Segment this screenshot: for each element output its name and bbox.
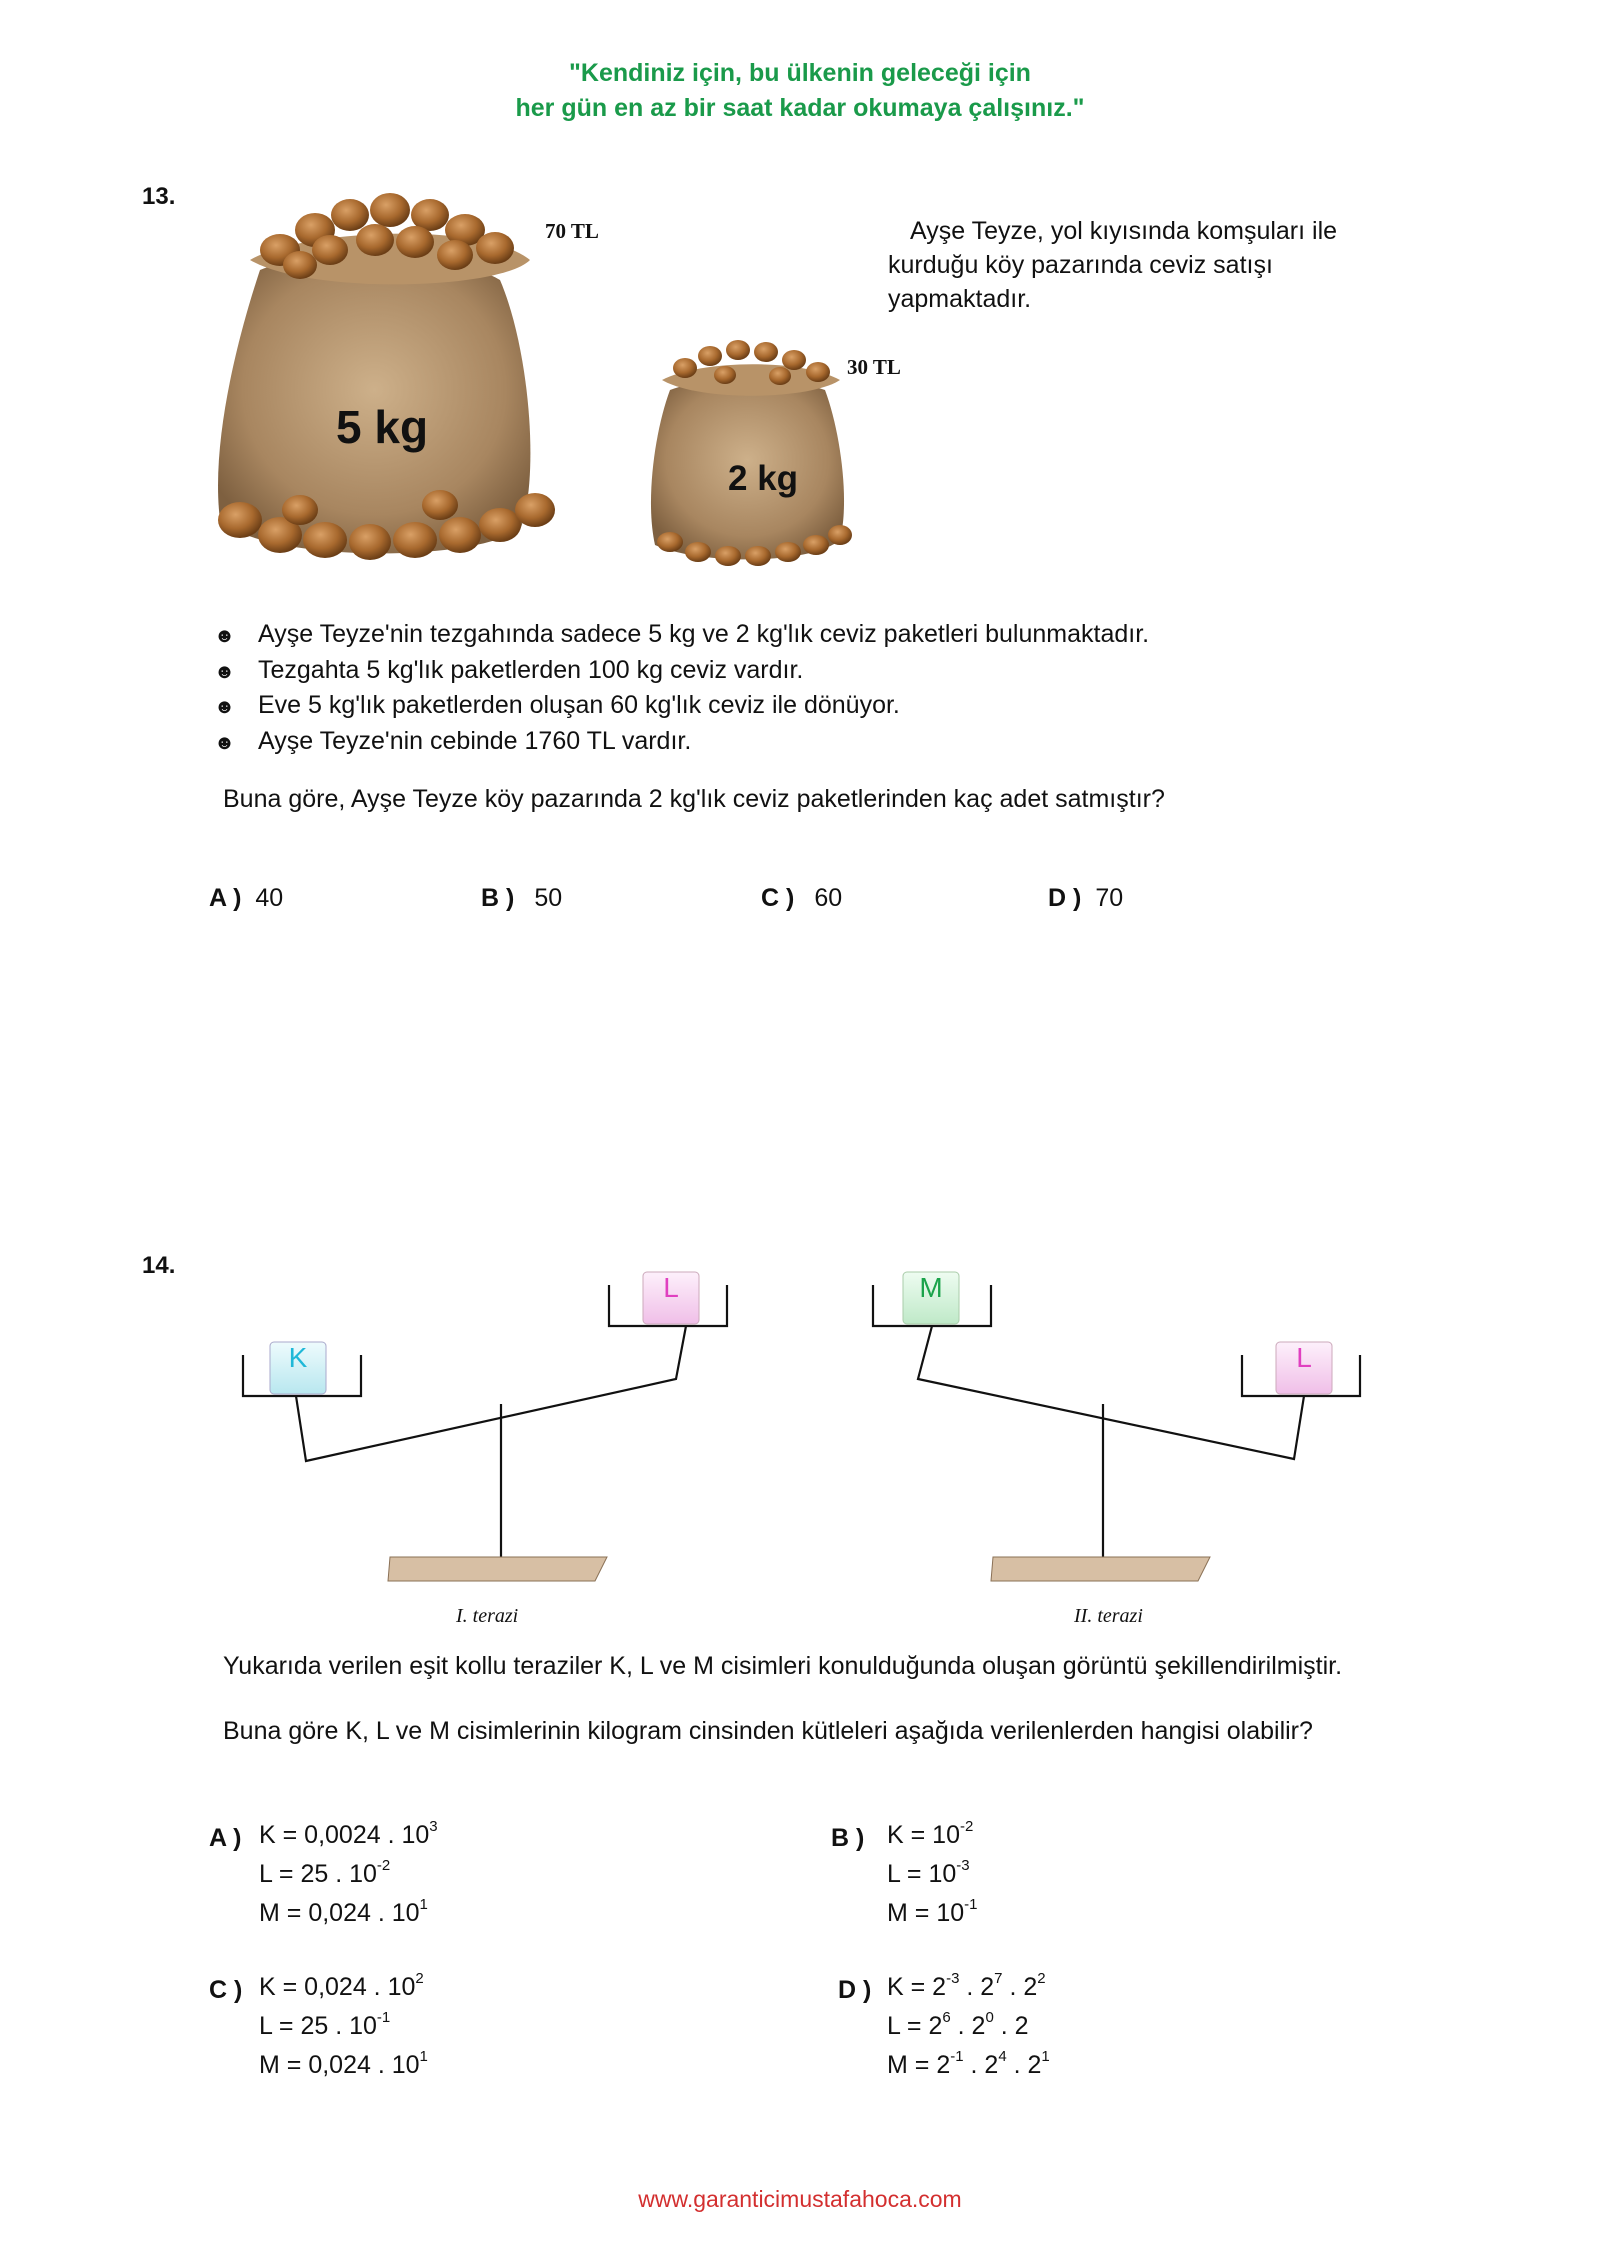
- scale-2-caption: II. terazi: [1074, 1605, 1143, 1627]
- large-bag-label: 5 kg: [336, 401, 429, 453]
- intro-line-3: yapmaktadır.: [888, 285, 1032, 313]
- option-b-l: $L = 10^{-3}$: [887, 1856, 970, 1888]
- smiley-bullet-icon: ☻: [214, 660, 236, 683]
- large-walnut-sack: [218, 193, 555, 560]
- motto-line-1: "Kendiniz için, bu ülkenin geleceği için: [569, 59, 1031, 87]
- scale-1-caption: I. terazi: [456, 1605, 519, 1627]
- box-m-label: M: [919, 1272, 943, 1303]
- list-item-text: Ayşe Teyze'nin cebinde 1760 TL vardır.: [258, 726, 692, 755]
- option-c[interactable]: [761, 884, 842, 913]
- intro-line-2: kurduğu köy pazarında ceviz satışı: [888, 251, 1273, 279]
- option-letter: D ): [1048, 884, 1082, 912]
- option-a-l: L = 25 . $10^{-2}$: [259, 1856, 391, 1888]
- option-a-m: M = 0,024 . $10^1$: [259, 1895, 428, 1927]
- option-c[interactable]: [259, 1968, 428, 2085]
- list-item-text: Tezgahta 5 kg'lık paketlerden 100 kg ceviz vardır.: [258, 655, 804, 684]
- option-b-m: $M = 10^{-1}$: [887, 1895, 978, 1927]
- option-d-l: $L = 2^6$ . $2^0$ . 2: [887, 2008, 1029, 2040]
- list-item: [214, 654, 1149, 690]
- option-value: 70: [1095, 884, 1124, 912]
- option-value: 50: [534, 884, 563, 912]
- intro-line-1: Ayşe Teyze, yol kıyısında komşuları ile: [910, 217, 1338, 245]
- option-letter: A ): [209, 884, 242, 912]
- scale-2: [873, 1285, 1360, 1560]
- bullet-list: [214, 618, 1149, 760]
- option-b-letter[interactable]: B ): [831, 1824, 865, 1852]
- option-value: 60: [814, 884, 843, 912]
- motto: [0, 56, 1600, 126]
- scale-1: [243, 1285, 727, 1560]
- option-d-letter[interactable]: D ): [838, 1976, 872, 2004]
- question-14-number: 14.: [142, 1252, 176, 1279]
- question-13-text: Buna göre, Ayşe Teyze köy pazarında 2 kg'lık ceviz paketlerinden kaç adet satmıştır?: [223, 785, 1165, 813]
- question-14-text-2: Buna göre K, L ve M cisimlerinin kilogram cinsinden kütleleri aşağıda verilenlerden hangisi olabilir?: [223, 1717, 1313, 1745]
- smiley-bullet-icon: ☻: [214, 731, 236, 754]
- question-14-text-1: Yukarıda verilen eşit kollu teraziler K, L ve M cisimleri konulduğunda oluşan görüntü şekillendirilmiştir.: [223, 1652, 1343, 1680]
- question-13-intro: [888, 214, 1408, 316]
- option-letter: B ): [481, 884, 515, 912]
- scale-2-base: [991, 1557, 1210, 1581]
- option-a-k: K = 0,0024 . $10^3$: [259, 1817, 438, 1849]
- list-item: [214, 618, 1149, 654]
- list-item-text: Eve 5 kg'lık paketlerden oluşan 60 kg'lık ceviz ile dönüyor.: [258, 691, 900, 719]
- option-b[interactable]: [481, 884, 562, 913]
- list-item: [214, 689, 1149, 725]
- large-bag-price: 70 TL: [545, 219, 599, 243]
- option-value: 40: [255, 884, 284, 912]
- small-walnut-sack: [651, 340, 852, 566]
- box-k-label: K: [288, 1342, 308, 1373]
- balance-scales-diagram: [0, 1240, 1600, 1650]
- option-d[interactable]: [1048, 884, 1123, 913]
- option-c-m: M = 0,024 . $10^1$: [259, 2047, 428, 2079]
- list-item: [214, 725, 1149, 761]
- box-l-label: L: [1296, 1342, 1312, 1373]
- small-bag-price: 30 TL: [847, 355, 901, 379]
- small-bag-label: 2 kg: [728, 459, 799, 498]
- option-d-k: $K = 2^{-3}$ . $2^7$ . $2^2$: [887, 1969, 1046, 2001]
- option-c-letter[interactable]: C ): [209, 1976, 243, 2004]
- option-a[interactable]: [259, 1816, 438, 1933]
- option-d[interactable]: [887, 1968, 1050, 2085]
- option-d-m: $M = 2^{-1}$ . $2^4$ . $2^1$: [887, 2047, 1050, 2079]
- motto-line-2: her gün en az bir saat kadar okumaya çalışınız.": [515, 94, 1085, 122]
- smiley-bullet-icon: ☻: [214, 625, 236, 647]
- scale-1-base: [388, 1557, 607, 1581]
- option-c-l: L = 25 . $10^{-1}$: [259, 2008, 391, 2040]
- box-l-label: L: [663, 1272, 679, 1303]
- option-c-k: K = 0,024 . $10^2$: [259, 1969, 424, 2001]
- option-b-k: $K = 10^{-2}$: [887, 1817, 974, 1849]
- question-13-number: 13.: [142, 183, 176, 210]
- smiley-bullet-icon: ☻: [214, 696, 236, 718]
- option-letter: C ): [761, 884, 795, 912]
- option-b[interactable]: [887, 1816, 977, 1933]
- list-item-text: Ayşe Teyze'nin tezgahında sadece 5 kg ve 2 kg'lık ceviz paketleri bulunmaktadır.: [258, 620, 1150, 648]
- footer-website-link[interactable]: www.garanticimustafahoca.com: [638, 2186, 962, 2212]
- option-a-letter[interactable]: A ): [209, 1824, 242, 1852]
- option-a[interactable]: [209, 884, 283, 913]
